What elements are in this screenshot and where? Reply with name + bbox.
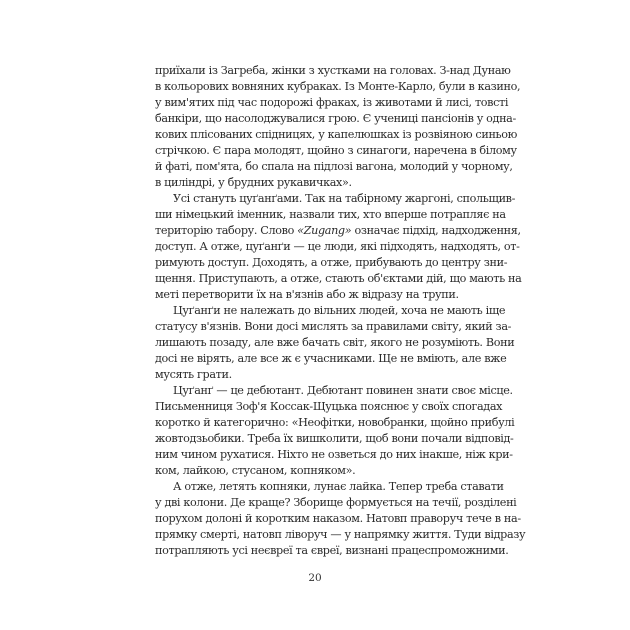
- text-line: доступ. А отже, цуґанґи — це люди, які підходять, надходять, от-: [155, 240, 520, 253]
- text-line: коротко й категорично: «Неофітки, новобранки, щойно прибулі: [155, 416, 515, 429]
- text-line: в циліндрі, у брудних рукавичках».: [155, 176, 352, 189]
- text-line: римують доступ. Доходять, а отже, прибувають до центру зни-: [155, 256, 508, 269]
- text-line: статусу в'язнів. Вони досі мислять за правилами світу, який за-: [155, 320, 512, 333]
- text-line: приїхали із Загреба, жінки з хустками на головах. З-над Дунаю: [155, 64, 511, 77]
- text-line: досі не вірять, але все ж є учасниками. Ще не вміють, але вже: [155, 352, 507, 365]
- text-line: прямку смерті, натовп ліворуч — у напрямку життя. Туди відразу: [155, 528, 526, 541]
- text-line: в кольорових вовняних кубраках. Із Монте-Карло, були в казино,: [155, 80, 521, 93]
- text-line: у вим'ятих під час подорожі фраках, із животами й лисі, товсті: [155, 96, 509, 109]
- text-line: меті перетворити їх на в'язнів або ж відразу на трупи.: [155, 288, 459, 301]
- text-line: Усі стануть цуґанґами. Так на табірному жаргоні, спольщив-: [173, 192, 516, 205]
- paragraph-4: [155, 383, 515, 479]
- text-line: щення. Приступають, а отже, стають об'єктами дій, що мають на: [155, 272, 522, 285]
- text-line: ком, лайкою, стусаном, копняком».: [155, 464, 356, 477]
- text-line: порухом долоні й коротким наказом. Натовп праворуч тече в на-: [155, 512, 521, 525]
- text-line: мусять грати.: [155, 368, 232, 381]
- paragraph-2: [155, 191, 522, 303]
- text-line: банкіри, що насолоджувалися грою. Є учениці пансіонів у одна-: [155, 112, 516, 125]
- paragraph-5: [155, 479, 526, 559]
- text-line: лишають позаду, але вже бачать світ, якого не розуміють. Вони: [155, 336, 515, 349]
- text-line: Цуґанґи не належать до вільних людей, хоча не мають іще: [173, 304, 506, 317]
- text-line: ши німецький іменник, назвали тих, хто вперше потрапляє на: [155, 208, 506, 221]
- text-line: Цуґанґ — це дебютант. Дебютант повинен знати своє місце.: [173, 384, 513, 397]
- text-line: й фаті, пом'ята, бо спала на підлозі вагона, молодий у чорному,: [155, 160, 513, 173]
- text-line: у дві колони. Де краще? Зборище формується на течії, розділені: [155, 496, 517, 509]
- text-line: Письменниця Зоф'я Коссак-Щуцька пояснює у своїх спогадах: [155, 400, 503, 413]
- page-number: 20: [308, 572, 322, 584]
- text-line: ним чином рухатися. Ніхто не озветься до них інакше, ніж кри-: [155, 448, 513, 461]
- text-line: А отже, летять копняки, лунає лайка. Тепер треба ставати: [173, 480, 504, 493]
- text-line: територію табору. Слово «Zugang» означає підхід, надходження,: [155, 224, 521, 237]
- text-line: жовтодзьобики. Треба їх вишколити, щоб вони почали відповід-: [155, 432, 514, 445]
- paragraph-1: [155, 63, 521, 191]
- paragraph-3: [155, 303, 515, 383]
- text-line: стрічкою. Є пара молодят, щойно з синагоги, наречена в білому: [155, 144, 517, 157]
- text-line: кових плісованих спідницях, у капелюшках із розвіяною синьою: [155, 128, 518, 141]
- text-line: потрапляють усі неєвреї та євреї, визнані працеспроможними.: [155, 544, 509, 557]
- body-text: [155, 63, 526, 559]
